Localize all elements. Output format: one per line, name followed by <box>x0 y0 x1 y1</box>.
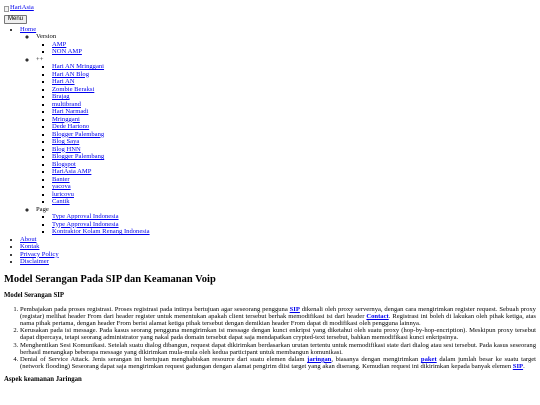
item-text: dikenali oleh proxy servernya, dengan cara mengirimkan register request. Sebuah proxy (registar) melihat header From dari header register untuk menentukan apakah client tersebut berhak memodifikasi isi dari header <box>20 305 536 320</box>
nav-subitem <box>52 71 536 79</box>
nav-item-home <box>20 26 536 236</box>
plus-link[interactable]: Blogger Palembang <box>52 153 105 160</box>
version-list <box>36 41 536 56</box>
nav-item-disclaimer <box>20 258 536 266</box>
plus-link[interactable]: Hari AN Mringgani <box>52 63 105 70</box>
item-text: . <box>523 363 525 371</box>
plus-link[interactable]: Zombie Beraksi <box>52 85 95 93</box>
page-list <box>36 213 536 236</box>
page-label: Page <box>36 205 49 213</box>
nav-subitem <box>52 138 536 146</box>
nav-subitem <box>52 78 536 86</box>
plus-link[interactable]: Hari AN <box>52 78 75 85</box>
nav-link-home[interactable]: Home <box>20 25 37 33</box>
plus-link[interactable]: Dede Hartono <box>52 123 90 130</box>
plus-link[interactable]: luricovu <box>52 190 74 198</box>
nav-subitem <box>52 123 536 131</box>
nav-subitem <box>52 63 536 71</box>
plus-list <box>36 63 536 206</box>
attack-list <box>4 306 536 371</box>
section-heading: Model Serangan SIP <box>4 291 65 299</box>
broken-image-icon <box>4 6 9 12</box>
item-text: Menghentikan Sesi Komunikasi. Setelah suatu dialog dibangun, request dapat dikirimkan berdasarkan urutan tertentu untuk memodifikasi state dari dialog atau sesi tersebut. Pada kasus seseorang berhasil menangkap beberapa message yang dikirimkan mula-mula oleh kedua participant untuk membangun komunikasi. <box>20 341 536 356</box>
nav-item-about <box>20 236 536 244</box>
plus-link[interactable]: Blogspot <box>52 160 76 168</box>
nav-subitem <box>52 146 536 154</box>
plus-link[interactable]: Mringgani <box>52 115 80 123</box>
link-contact[interactable]: Contact <box>366 312 389 320</box>
nav-subitem <box>52 176 536 184</box>
version-label: Version <box>36 33 57 40</box>
plus-link[interactable]: Blogger Palembang <box>52 130 105 138</box>
article <box>4 274 536 385</box>
nav-subitem <box>52 213 536 221</box>
nav-subitem <box>52 48 536 56</box>
plus-link[interactable]: Blog HNN <box>52 145 81 153</box>
article-title: Model Serangan Pada SIP dan Keamanan Voip <box>4 273 216 285</box>
nav-subitem <box>52 41 536 49</box>
nav-subitem <box>52 116 536 124</box>
main-navigation <box>4 26 536 266</box>
list-item <box>20 306 536 328</box>
item-text: Kerusakan pada isi message. Pada kasus seorang pengguna mengirimkan isi message dengan kunci enkripsi yang diketahui oleh suatu proxy (hop-by-hop-encription). Meskipun proxy tersebut dapat dipercaya, tetapi seorang administrator yang nakal pada domain tersebut dapat saja mendapatkan crypted-text tersebut, bahkan memodifikasi kunci enkripsinya. <box>20 327 536 342</box>
item-text: dalam jumlah besar ke suatu target (network flooding) Seseorang dapat saja mengirimkan request gadungan dengan alamat pengirim diisi target yang akan diserang. Kemudian request ini dikirimkan kepada banyak elemen <box>20 355 536 371</box>
menu-button[interactable]: Menu <box>4 15 27 24</box>
plus-link[interactable]: Cantik <box>52 198 70 205</box>
version-link[interactable]: AMP <box>52 40 67 48</box>
nav-subitem <box>52 191 536 199</box>
nav-subitem <box>52 101 536 109</box>
nav-link-about[interactable]: About <box>20 235 37 243</box>
nav-subitem <box>52 228 536 236</box>
link-sip[interactable]: SIP <box>512 363 524 371</box>
nav-list <box>4 26 536 266</box>
plus-link[interactable]: Brajag <box>52 93 70 100</box>
plus-link[interactable]: Hari AN Blog <box>52 70 89 78</box>
page-link[interactable]: Type Approval Indonesia <box>52 213 119 220</box>
section-heading: Aspek keamanan Jaringan <box>4 376 82 384</box>
nav-subitem <box>52 168 536 176</box>
logo-link[interactable] <box>4 4 34 12</box>
nav-subitem <box>52 221 536 229</box>
nav-link-privacy-policy[interactable]: Privacy Policy <box>20 250 59 258</box>
plus-link[interactable]: Banter <box>52 175 70 183</box>
version-link[interactable]: NON AMP <box>52 48 82 55</box>
plus-link[interactable]: multibrand <box>52 100 81 108</box>
plus-label: ++ <box>36 55 44 63</box>
nav-link-disclaimer[interactable]: Disclaimer <box>20 258 49 265</box>
nav-subitem <box>52 131 536 139</box>
nav-submenu <box>20 33 536 236</box>
nav-subitem <box>52 93 536 101</box>
nav-item-kontak <box>20 243 536 251</box>
nav-subitem <box>52 161 536 169</box>
item-text: . Registrasi ini boleh di lakukan oleh pihak ketiga, atas nama pihak pertama, dengan header From berisi alamat ketiga pihak tersebut dengan demikian header From dapat di modifikasi oleh pengguna lainnya. <box>20 312 536 327</box>
item-text: , biasanya dengan mengirimkan <box>331 355 421 363</box>
nav-subitem <box>52 108 536 116</box>
plus-link[interactable]: HariAsia AMP <box>52 168 92 175</box>
page-link[interactable]: Type Approval Indonesia <box>52 220 119 228</box>
site-header <box>4 4 536 24</box>
nav-item-version <box>36 33 536 56</box>
link-paket[interactable]: paket <box>420 355 437 363</box>
page-link[interactable]: Kontraktor Kolam Renang Indonesia <box>52 228 150 235</box>
link-sip[interactable]: SIP <box>289 305 300 313</box>
nav-item-privacy <box>20 251 536 259</box>
link-jaringan[interactable]: jaringan <box>307 355 332 363</box>
nav-subitem <box>52 198 536 206</box>
nav-subitem <box>52 86 536 94</box>
plus-link[interactable]: Hari Narmadi <box>52 108 89 115</box>
plus-link[interactable]: Blog Saya <box>52 138 80 145</box>
list-item <box>20 342 536 356</box>
plus-link[interactable]: yacova <box>52 183 71 190</box>
list-item <box>20 356 536 370</box>
item-text: Pembajakan pada proses registrasi. Proses registrasi pada intinya bertujuan agar seseorang pengguna <box>20 305 290 313</box>
nav-item-page <box>36 206 536 236</box>
list-item <box>20 327 536 341</box>
logo-alt-text: HariAsia <box>10 4 34 12</box>
nav-item-plus <box>36 56 536 206</box>
nav-subitem <box>52 153 536 161</box>
nav-link-kontak[interactable]: Kontak <box>20 243 40 250</box>
nav-subitem <box>52 183 536 191</box>
item-text: Denial of Service Attack. Jenis serangan ini bertujuan menghabiskan resource dari suatu elemen dalam <box>20 355 308 363</box>
